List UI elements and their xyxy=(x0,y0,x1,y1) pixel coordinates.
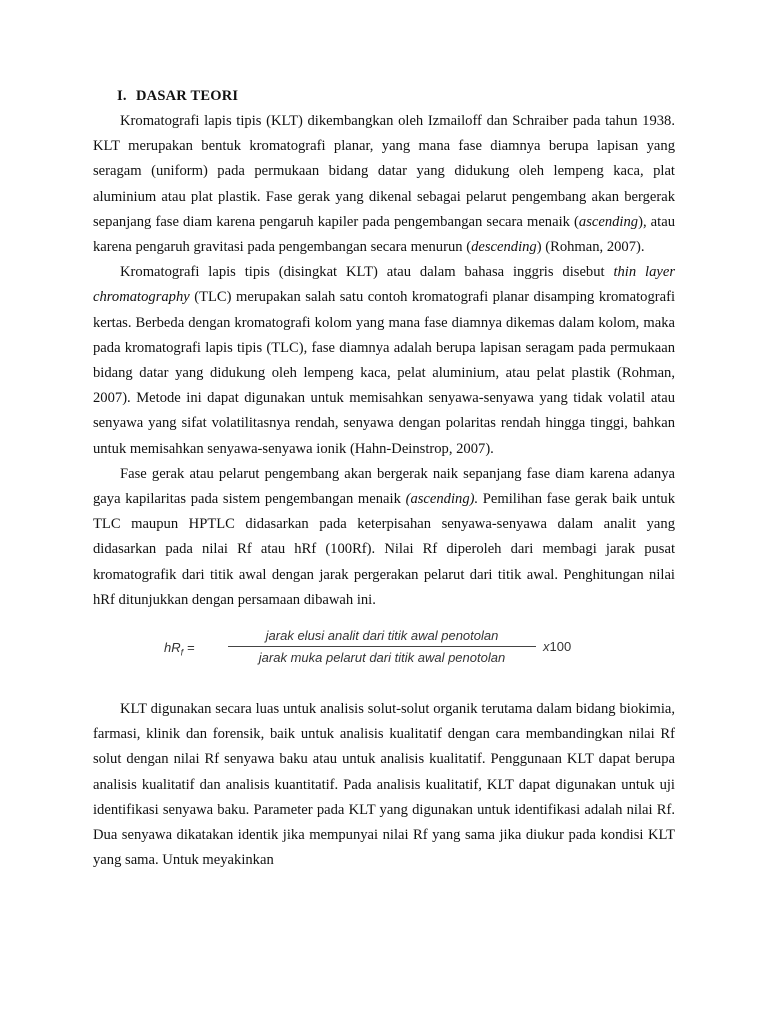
formula-subscript: f xyxy=(180,647,184,658)
formula-lhs xyxy=(164,640,195,658)
paragraph-text: KLT digunakan secara luas untuk analisis solut-solut organik terutama dalam bidang biokimia, farmasi, klinik dan forensik, baik untuk analisis kualitatif dengan cara membandingkan nilai Rf solut dengan nilai Rf senyawa baku atau untuk analisis kualitatif. Penggunaan KLT dapat berupa analisis kualitatif dan analisis kuantitatif. Pada analisis kualitatif, KLT dapat digunakan untuk uji identifikasi senyawa baku. Parameter pada KLT yang digunakan untuk identifikasi adalah nilai Rf. Dua senyawa dikatakan identik jika mempunyai nilai Rf yang sama jika diukur pada kondisi KLT yang sama. Untuk meyakinkan xyxy=(93,701,675,869)
formula-multiplier xyxy=(543,639,571,654)
paragraph-text: Kromatografi lapis tipis (disingkat KLT) atau dalam bahasa inggris disebut xyxy=(120,264,614,281)
paragraph-1 xyxy=(93,109,675,260)
formula-equals: = xyxy=(187,640,195,656)
italic-term: ascending xyxy=(578,213,639,230)
section-number: I. xyxy=(117,88,127,104)
italic-term: thin layer chromatography xyxy=(93,264,675,306)
section-heading xyxy=(117,84,675,108)
paragraph-text: Kromatografi lapis tipis (KLT) dikembangkan oleh Izmailoff dan Schraiber pada tahun 1938. KLT merupakan bentuk kromatografi planar, yang mana fase diamnya berupa lapisan yang seragam (uniform) pada permukaan bidang datar yang didukung oleh lempeng kaca, plat aluminium atau plat plastik. Fase gerak yang dikenal sebagai pelarut pengembang akan bergerak sepanjang fase diam karena pengaruh kapiler pada pengembangan secara menaik ( xyxy=(93,113,675,230)
paragraph-4 xyxy=(93,697,675,873)
paragraph-text: Fase gerak atau pelarut pengembang akan bergerak naik sepanjang fase diam karena adanya gaya kapilaritas pada sistem pengembangan menaik xyxy=(93,465,675,508)
paragraph-text: ), atau karena pengaruh gravitasi pada pengembangan secara menurun ( xyxy=(93,213,675,256)
paragraph-text: ) (Rohman, 2007). xyxy=(536,239,645,256)
italic-term: (ascending). xyxy=(405,491,479,508)
formula-numerator: jarak elusi analit dari titik awal penotolan xyxy=(265,628,499,644)
formula-denominator: jarak muka pelarut dari titik awal penotolan xyxy=(258,650,506,666)
paragraph-text: (TLC) merupakan salah satu contoh kromatografi planar disamping kromatografi kertas. Berbeda dengan kromatografi kolom yang mana fase diamnya dikemas dalam kolom, maka pada kromatografi lapis tipis (TLC), fase diamnya adalah berupa lapisan seragam pada permukaan bidang datar yang didukung oleh lempeng kaca, pelat aluminium, atau pelat plastik (Rohman, 2007). Metode ini dapat digunakan untuk memisahkan senyawa-senyawa yang tidak volatil atau senyawa yang sifat volatilitasnya rendah, senyawa dengan polaritas rendah hingga tinggi, bahkan untuk memisahkan senyawa-senyawa ionik (Hahn-Deinstrop, 2007). xyxy=(93,289,675,457)
section-title: DASAR TEORI xyxy=(136,88,239,104)
paragraph-2 xyxy=(93,260,675,462)
formula-symbol: hR xyxy=(164,640,181,656)
italic-term: descending xyxy=(471,239,537,256)
document-page xyxy=(93,84,675,873)
hrf-formula xyxy=(93,620,675,688)
formula-factor: 100 xyxy=(549,639,572,655)
formula-fraction xyxy=(226,627,538,666)
formula-times: x xyxy=(543,639,550,655)
paragraph-text: Pemilihan fase gerak baik untuk TLC maupun HPTLC didasarkan pada keterpisahan senyawa-senyawa dalam analit yang didasarkan pada nilai Rf atau hRf (100Rf). Nilai Rf diperoleh dari membagi jarak pusat kromatografik dari titik awal dengan jarak pergerakan pelarut dari titik awal. Penghitungan nilai hRf ditunjukkan dengan persamaan dibawah ini. xyxy=(93,491,675,608)
paragraph-3 xyxy=(93,462,675,613)
